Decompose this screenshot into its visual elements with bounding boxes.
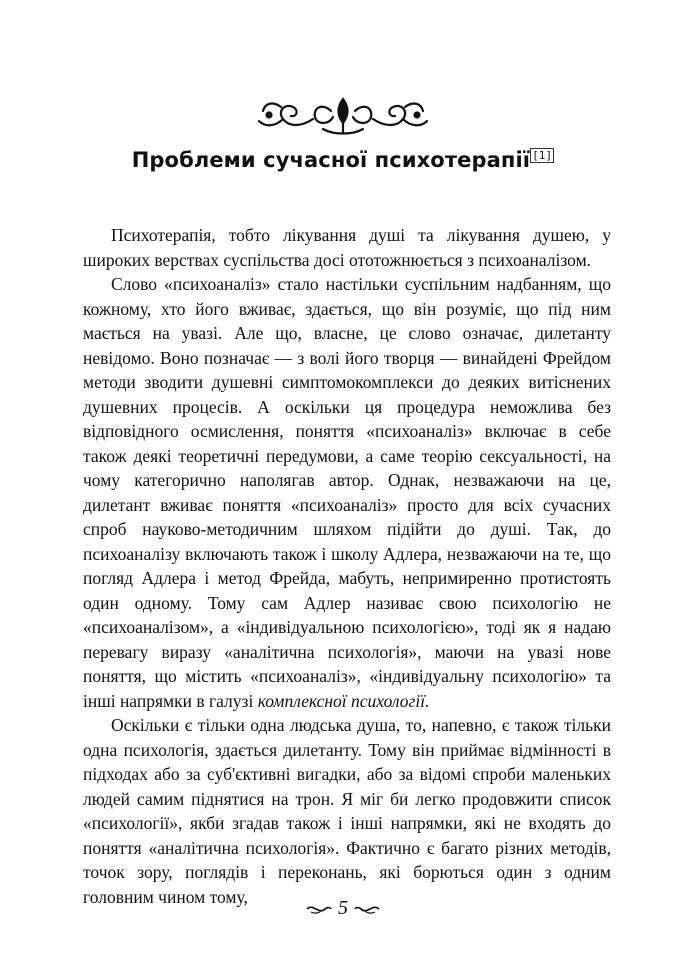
right-flourish-icon xyxy=(353,902,381,916)
page-number: 5 xyxy=(338,897,348,919)
paragraph-2 xyxy=(83,272,611,713)
paragraph-text: Оскільки є тільки одна людська душа, то, напевно, є також тільки одна психологія, здається дилетанту. Тому він приймає відмінності в підходах або за суб'єктивні вигадки, або за відомі спроби маленьких людей самим піднятися на трон. Я міг би легко продовжити список «психології», якби згадав також і інші напрямки, які не входять до поняття «аналітична психологія». Фактично є багато різних методів, точок зору, поглядів і переконань, які борються один з одним головним чином тому, xyxy=(83,715,611,907)
left-flourish-icon xyxy=(305,902,333,916)
page-footer xyxy=(0,897,686,920)
decorative-ornament-icon xyxy=(253,93,433,137)
emphasized-term: комплексної психології. xyxy=(257,690,430,711)
paragraph-text: Слово «психоаналіз» стало настільки суспільним надбанням, що кожному, хто його вживає, здається, що він розуміє, що під ним мається на увазі. Але що, власне, це слово означає, дилетанту невідомо. Воно позначає — з волі його творця — винайдені Фрейдом методи зводити душевні симптомокомплекси до деяких витіснених душевних процесів. А оскільки ця процедура неможлива без відповідного осмислення, поняття «психоаналіз» включає в себе також деякі теоретичні передумови, а саме теорію сексуальності, на чому категорично наполягав автор. Однак, незважаючи на це, дилетант вживає поняття «психоаналіз» просто для всіх сучасних спроб науково-методичним шляхом підійти до душі. Так, до психоаналізу включають також і школу Адлера, незважаючи на те, що погляд Адлера і метод Фрейда, мабуть, непримиренно протистоять один одному. Тому сам Адлер називає свою психологію не «психоаналізом», а «індивідуальною психологією», тоді як я надаю перевагу виразу «аналітична психологія», маючи на увазі нове поняття, що містить «психоаналіз», «індивідуальну психологію» та інші напрямки в галузі xyxy=(83,274,611,711)
chapter-title xyxy=(0,148,686,172)
footnote-marker-icon[interactable]: [1] xyxy=(532,149,553,162)
body-text xyxy=(83,223,611,909)
paragraph-1 xyxy=(83,223,611,272)
chapter-title-text: Проблеми сучасної психотерапії xyxy=(131,148,531,172)
paragraph-3 xyxy=(83,713,611,909)
paragraph-text: Психотерапія, тобто лікування душі та лікування душею, у широких верствах суспільства досі ототожнюється з психоаналізом. xyxy=(83,225,611,270)
